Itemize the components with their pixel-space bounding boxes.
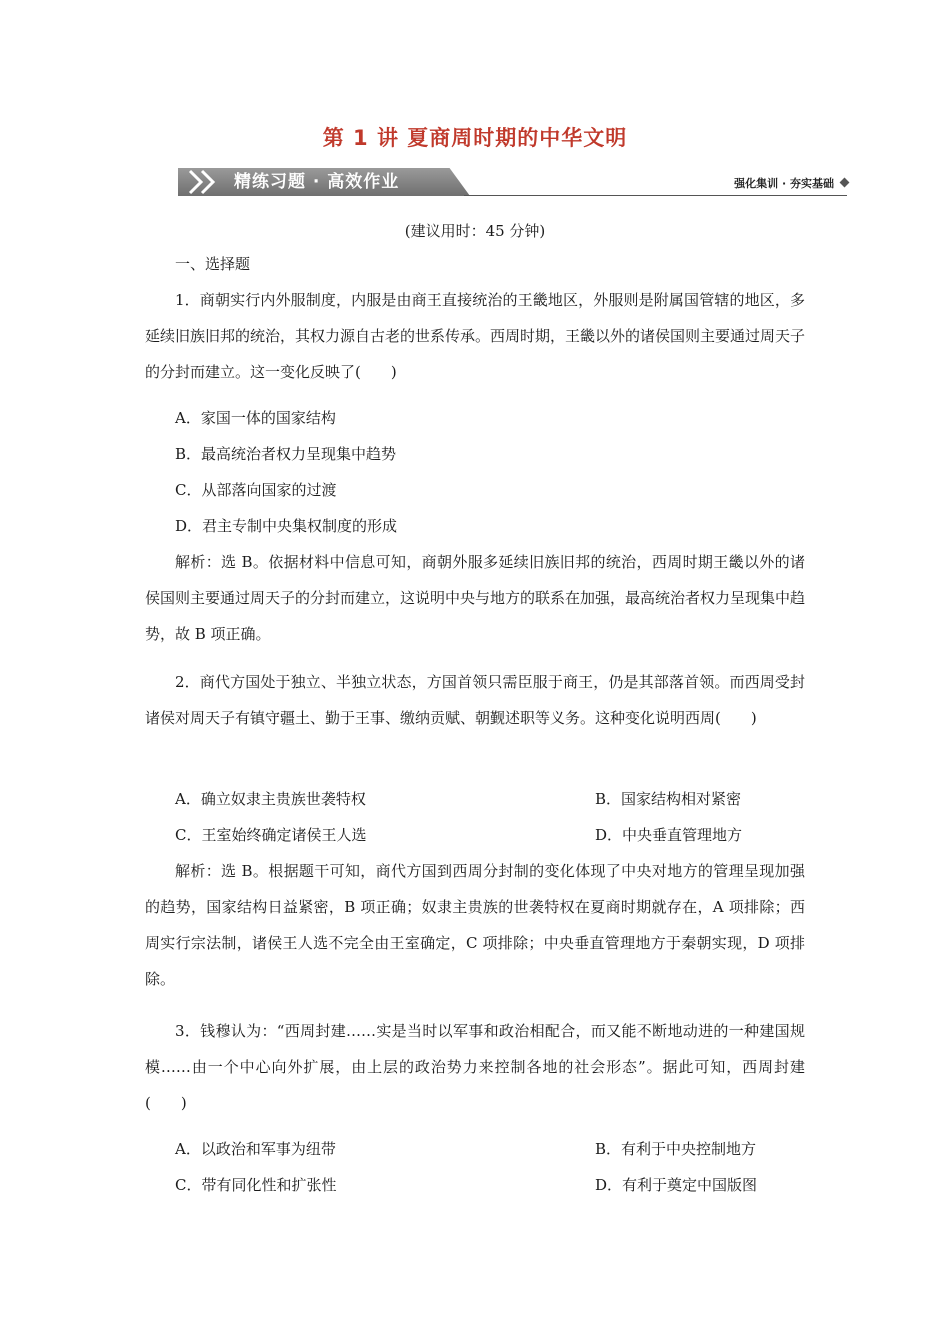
question-2-option-a: A．确立奴隶主贵族世袭特权 [175,790,366,808]
banner-divider [464,195,847,196]
section-banner [178,164,850,200]
question-2-stem: 2．商代方国处于独立、半独立状态，方国首领只需臣服于商王，仍是其部落首领。而西周受封诸侯对周天子有镇守疆土、勤于王事、缴纳贡赋、朝觐述职等义务。这种变化说明西周( ) [145,673,805,727]
question-1-analysis: 解析：选 B。依据材料中信息可知，商朝外服多延续旧族旧邦的统治，西周时期王畿以外的诸侯国则主要通过周天子的分封而建立，这说明中央与地方的联系在加强，最高统治者权力呈现集中趋势，故 B 项正确。 [145,553,806,643]
question-3-option-d: D．有利于奠定中国版图 [595,1176,758,1194]
question-1-option-d: D．君主专制中央集权制度的形成 [175,517,398,535]
question-2-option-c: C．王室始终确定诸侯王人选 [175,826,367,844]
question-1-stem: 1．商朝实行内外服制度，内服是由商王直接统治的王畿地区，外服则是附属国管辖的地区，多延续旧族旧邦的统治，其权力源自古老的世系传承。西周时期，王畿以外的诸侯国则主要通过周天子的分封而建立。这一变化反映了( ) [145,291,806,381]
question-1-option-c: C．从部落向国家的过渡 [175,481,337,499]
question-2-analysis: 解析：选 B。根据题干可知，商代方国到西周分封制的变化体现了中央对地方的管理呈现加强的趋势，国家结构日益紧密，B 项正确；奴隶主贵族的世袭特权在夏商时期就存在，A 项排除；西周实行宗法制，诸侯王人选不完全由王室确定，C 项排除；中央垂直管理地方于秦朝实现，D 项排除。 [145,862,805,988]
question-3-option-c: C．带有同化性和扩张性 [175,1176,337,1194]
question-1-option-b: B．最高统治者权力呈现集中趋势 [175,445,397,463]
question-1-option-a: A．家国一体的国家结构 [175,409,336,427]
question-3-option-b: B．有利于中央控制地方 [595,1140,757,1158]
question-3-option-a: A．以政治和军事为纽带 [175,1140,336,1158]
lesson-title: 第 1 讲 夏商周时期的中华文明 [322,126,628,150]
section-heading: 一、选择题 [175,255,251,273]
double-chevron-icon [186,168,226,196]
banner-right-text: 强化集训 · 夯实基础 [734,177,834,190]
question-2-option-d: D．中央垂直管理地方 [595,826,743,844]
question-3-stem: 3．钱穆认为：“西周封建……实是当时以军事和政治相配合，而又能不断地动进的一种建国规模……由一个中心向外扩展，由上层的政治势力来控制各地的社会形态”。据此可知，西周封建( ) [145,1022,805,1112]
banner-left-text: 精练习题 · 高效作业 [234,172,400,192]
suggested-time: (建议用时：45 分钟) [404,222,546,240]
question-2-option-b: B．国家结构相对紧密 [595,790,742,808]
diamond-icon [840,178,850,188]
